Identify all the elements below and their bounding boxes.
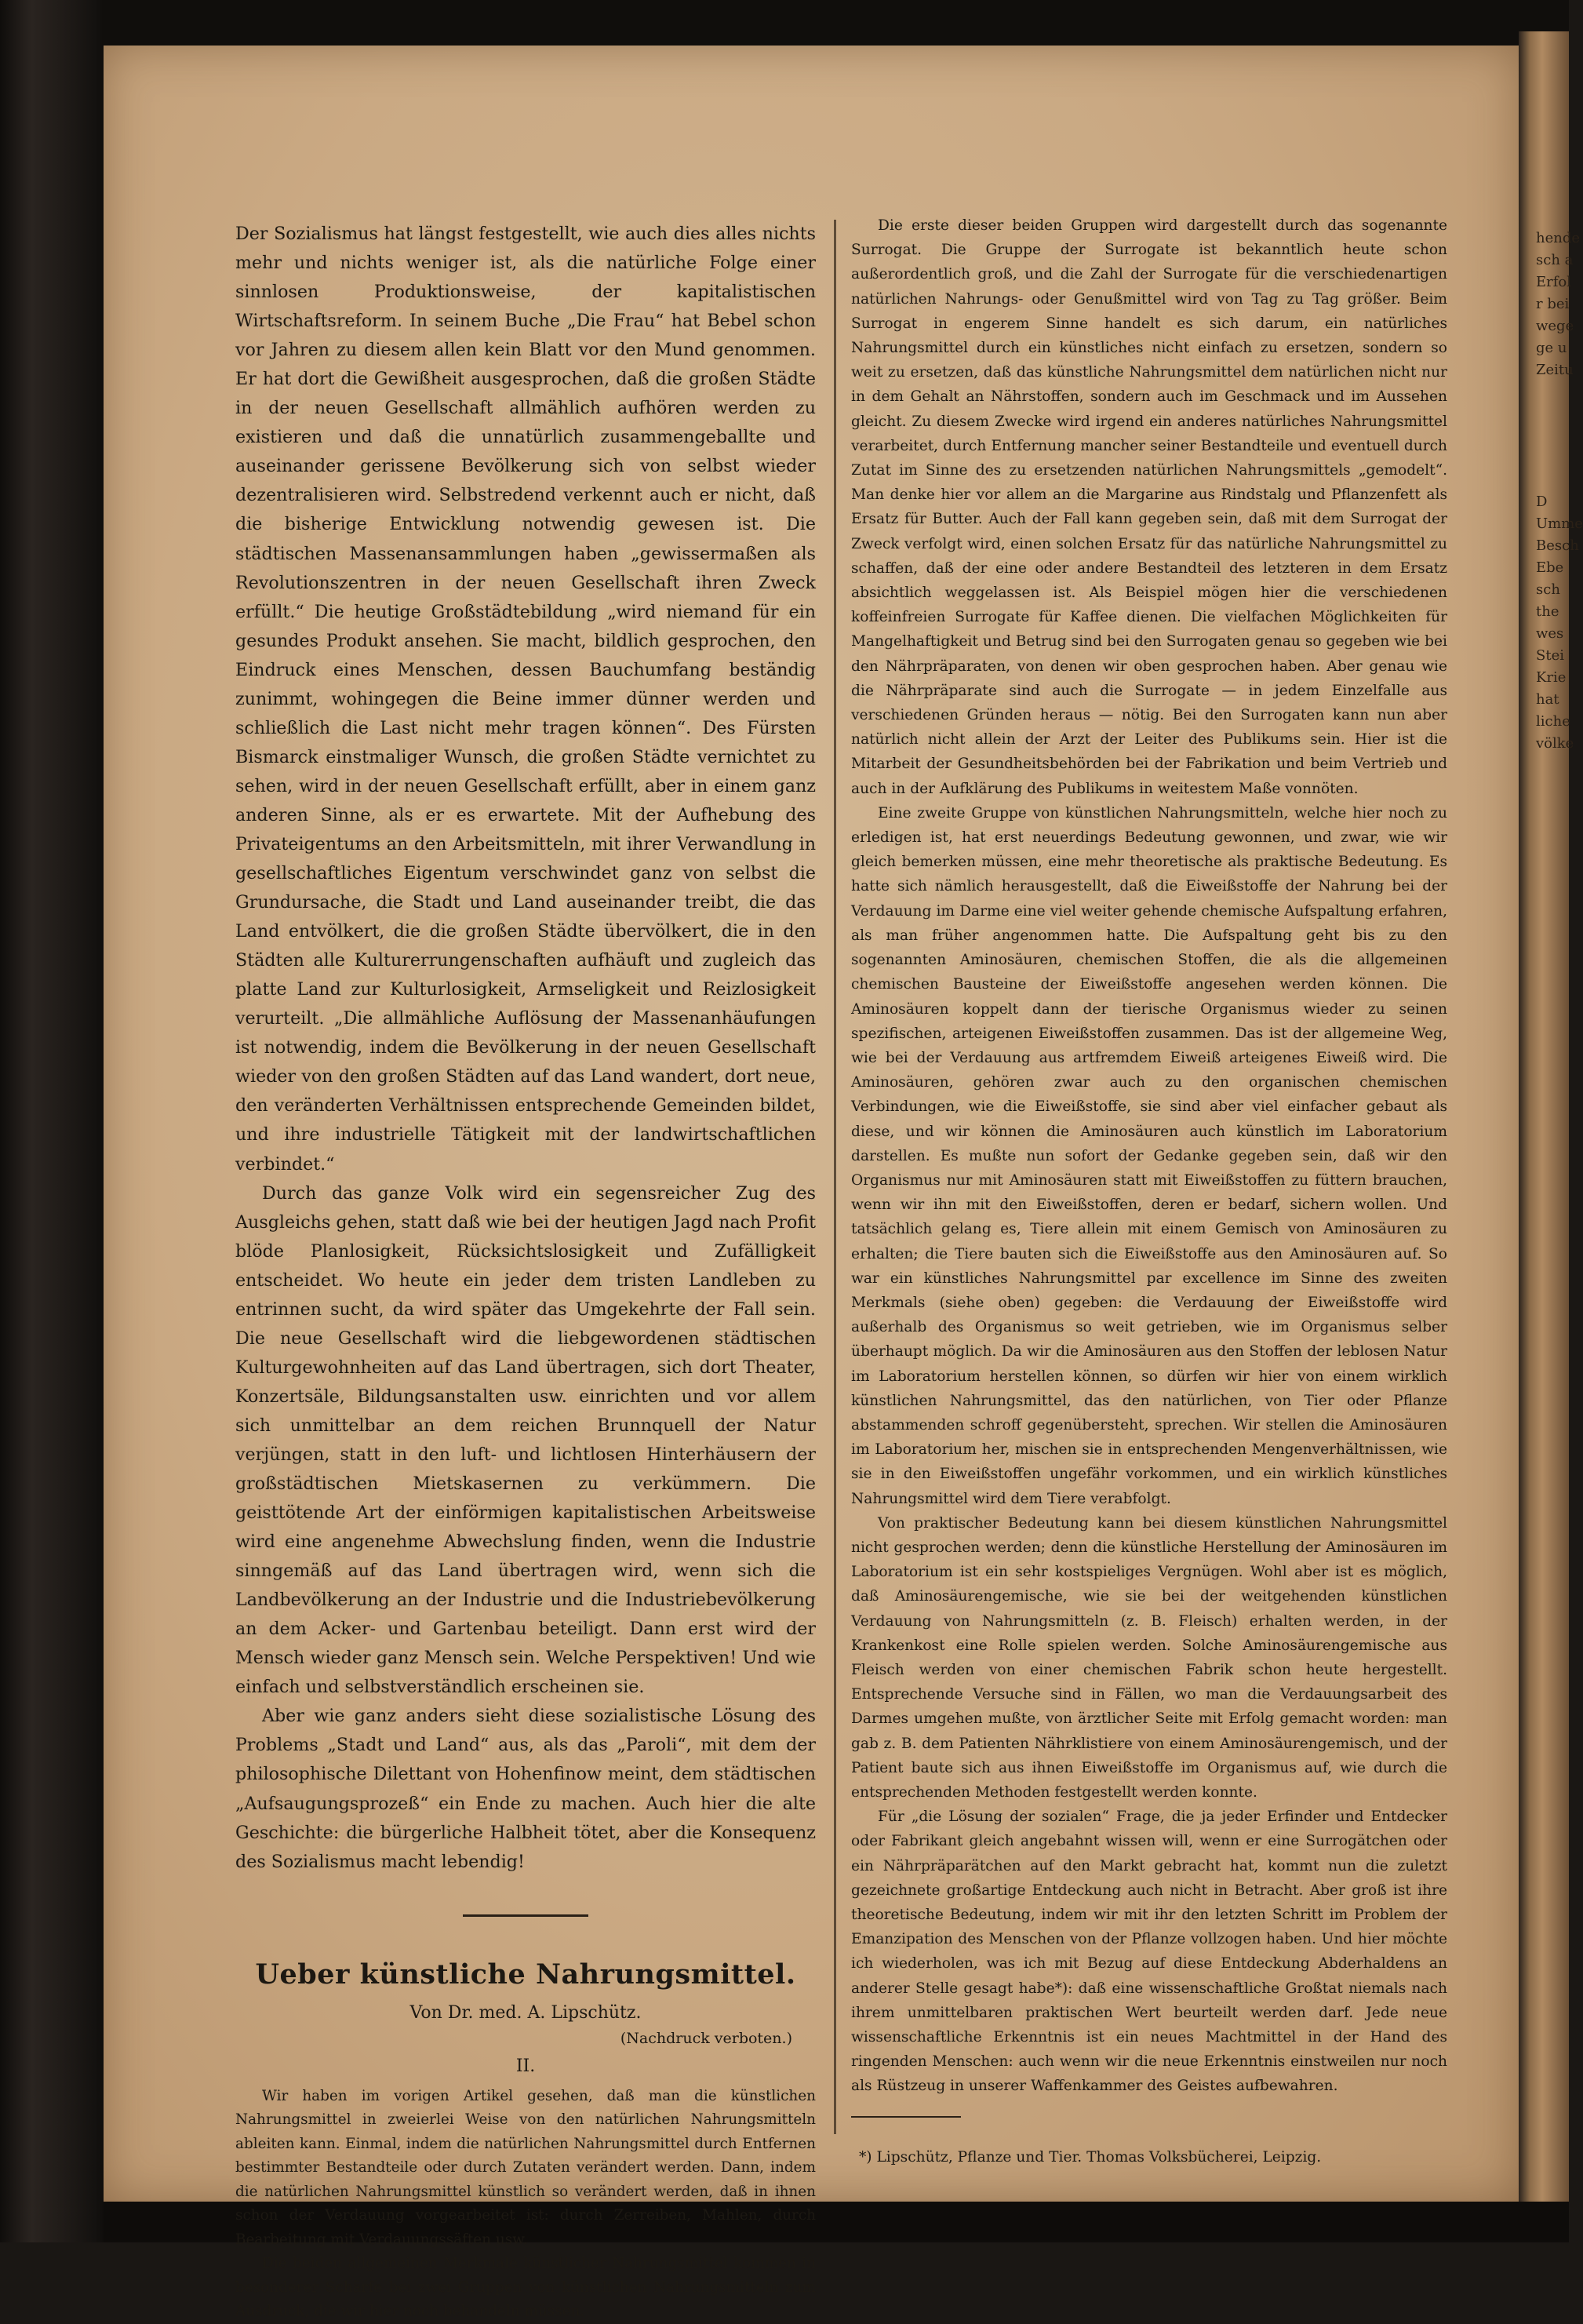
footnote-rule [851, 2116, 961, 2118]
left-column [235, 220, 816, 2324]
left-paragraph-3: Aber wie ganz anders sieht diese sozialistische Lösung des Problems „Stadt und Land“ aus, als das „Paroli“, mit dem der philosophische Dilettant von Hohenfinow meint, dem städtischen „Aufsaugungsprozeß“ ein Ende zu machen. Auch hier die alte Geschichte: die bürgerliche Halbheit tötet, aber die Konsequenz des Sozialismus macht lebendig! [235, 1706, 816, 1872]
footnote: *) Lipschütz, Pflanze und Tier. Thomas Volksbücherei, Leipzig. [859, 2148, 1322, 2166]
right-paragraph-4: Für „die Lösung der sozialen“ Frage, die ja jeder Erfinder und Entdecker oder Fabrikant gleich angebahnt wissen will, wenn er eine Surrogätchen oder ein Nährpräparätchen auf den Markt gebracht hat, kommt nun die zuletzt gezeichnete großartige Entdeckung auch nicht in Betracht. Aber groß ist ihre theoretische Bedeutung, indem wir mit ihr den letzten Schritt im Problem der Emanzipation des Menschen von der Pflanze vollzogen haben. Und hier möchte ich wiederholen, was ich mit Bezug auf diese Entdeckung Abderhaldens an anderer Stelle gesagt habe*): daß eine wissenschaftliche Großtat niemals nach ihrem unmittelbaren praktischen Wert beurteilt werden darf. Jede neue wissenschaftliche Erkenntnis ist ein neues Machtmittel in der Hand des ringenden Menschen: auch wenn wir die neue Erkenntnis einstweilen nur noch als Rüstzeug in unserer Waffenkammer des Geistes aufbewahren. [851, 1809, 1447, 2095]
article-byline: Von Dr. med. A. Lipschütz. [409, 2002, 642, 2023]
column-divider [834, 220, 836, 2134]
article-separator [463, 1914, 588, 1917]
article-body [235, 2085, 816, 2324]
next-page-edge [1519, 31, 1583, 2220]
article-paragraph-2: Die beiden allgemeinen Merkmale künstlicher Nahrungsmittel kommen in besonderer Schärfe bei zwei Gruppen von künstlichen Nahrungsmitteln zum Ausdruck, die wir hier noch behandeln müssen. [235, 2255, 816, 2320]
margin-fragments: hende sch a Erfol r bei wege ge u Zeitu D Umme Besch Ebe sch the wes Stei Krie hat liche völke [1536, 230, 1583, 752]
article-header [235, 1954, 816, 2080]
reprint-notice: (Nachdruck verboten.) [620, 2029, 792, 2047]
right-paragraph-3: Von praktischer Bedeutung kann bei diesem künstlichen Nahrungsmittel nicht gesprochen werden; denn die künstliche Herstellung der Aminosäuren im Laboratorium ist ein sehr kostspieliges Vergnügen. Wohl aber ist es möglich, daß Aminosäurengemische, wie sie bei der weitgehenden künstlichen Verdauung von Nahrungsmitteln (z. B. Fleisch) erhalten werden, in der Krankenkost eine Rolle spielen werden. Solche Aminosäurengemische aus Fleisch werden von einer chemischen Fabrik schon heute hergestellt. Entsprechende Versuche sind in Fällen, wo man die Verdauungsarbeit des Darmes umgehen mußte, von ärztlicher Seite mit Erfolg gemacht worden: man gab z. B. dem Patienten Nährklistiere von einem Aminosäurengemisch, und der Patient baute sich aus ihnen Eiweißstoffe im Organismus auf, wie durch die entsprechenden Methoden festgestellt werden konnte. [851, 1514, 1447, 1801]
article-part-number: II. [515, 2056, 536, 2076]
right-paragraph-1: Die erste dieser beiden Gruppen wird dargestellt durch das sogenannte Surrogat. Die Gruppe der Surrogate ist bekanntlich heute schon außerordentlich groß, und die Zahl der Surrogate für die verschiedenartigen natürlichen Nahrungs- oder Genußmittel wird von Tag zu Tag größer. Beim Surrogat in engerem Sinne handelt es sich darum, ein natürliches Nahrungsmittel durch ein künstliches nicht einfach zu ersetzen, sondern so weit zu ersetzen, daß das künstliche Nahrungsmittel dem natürlichen nicht nur in dem Gehalt an Nährstoffen, sondern auch im Geschmack und im Aussehen gleicht. Zu diesem Zwecke wird irgend ein anderes natürliches Nahrungsmittel verarbeitet, durch Entfernung mancher seiner Bestandteile und eventuell durch Zutat im Sinne des zu ersetzenden natürlichen Nahrungsmittels „gemodelt“. Man denke hier vor allem an die Margarine aus Rindstalg und Pflanzenfett als Ersatz für Butter. Auch der Fall kann gegeben sein, daß mit dem Surrogat der Zweck verfolgt wird, einen solchen Ersatz für das natürliche Nahrungsmittel zu schaffen, daß der eine oder andere Bestandteil des letzteren in dem Ersatz absichtlich weggelassen ist. Als Beispiel mögen hier die verschiedenen koffeinfreien Surrogate für Kaffee dienen. Die vielfachen Möglichkeiten für Mangelhaftigkeit und Betrug sind bei den Surrogaten genau so gegeben wie bei den Nährpräparaten, von denen wir oben gesprochen haben. Aber genau wie die Nährpräparate sind auch die Surrogate — in jedem Einzelfalle aus verschiedenen Gründen heraus — nötig. Bei den Surrogaten kann nun aber natürlich nicht allein der Arzt der Leiter des Publikums sein. Hier ist die Mitarbeit der Gesundheitsbehörden bei der Fabrikation und beim Vertrieb und auch in der Aufklärung des Publikums in weitestem Maße vonnöten. [851, 217, 1447, 797]
left-paragraph-2: Durch das ganze Volk wird ein segensreicher Zug des Ausgleichs gehen, statt daß wie bei der heutigen Jagd nach Profit blöde Planlosigkeit, Rücksichtslosigkeit und Zufälligkeit entscheidet. Wo heute ein jeder dem tristen Landleben zu entrinnen sucht, da wird später das Umgekehrte der Fall sein. Die neue Gesellschaft wird die liebgewordenen städtischen Kulturgewohnheiten auf das Land übertragen, sich dort Theater, Konzertsäle, Bildungsanstalten usw. einrichten und vor allem sich unmittelbar an dem reichen Brunnquell der Natur verjüngen, statt in den luft- und lichtlosen Hinterhäusern der großstädtischen Mietskasernen zu verkümmern. Die geisttötende Art der einförmigen kapitalistischen Arbeitsweise wird eine angenehme Abwechslung finden, wenn die Industrie sinngemäß auf das Land übertragen wird, wenn sich die Landbevölkerung an der Industrie und die Industriebevölkerung an dem Acker- und Gartenbau beteiligt. Dann erst wird der Mensch wieder ganz Mensch sein. Welche Perspektiven! Und wie einfach und selbstverständlich erscheinen sie. [235, 1182, 816, 1698]
article-title: Ueber künstliche Nahrungsmittel. [255, 1958, 796, 1991]
right-column [851, 213, 1447, 2169]
right-paragraph-2: Eine zweite Gruppe von künstlichen Nahrungsmitteln, welche hier noch zu erledigen ist, hat erst neuerdings Bedeutung gewonnen, und zwar, wie wir gleich bemerken müssen, eine mehr theoretische als praktische Bedeutung. Es hatte sich nämlich herausgestellt, daß die Eiweißstoffe der Nahrung bei der Verdauung im Darme eine viel weiter gehende chemische Aufspaltung erfahren, als man früher angenommen hatte. Die Aufspaltung geht bis zu den sogenannten Aminosäuren, chemischen Stoffen, die als die allgemeinen chemischen Bausteine der Eiweißstoffe angesehen werden können. Die Aminosäuren koppelt dann der tierische Organismus wieder zu seinen spezifischen, arteigenen Eiweißstoffen zusammen. Das ist der allgemeine Weg, wie bei der Verdauung aus artfremdem Eiweiß arteigenes Eiweiß wird. Die Aminosäuren, gehören zwar auch zu den organischen chemischen Verbindungen, wie die Eiweißstoffe, sie sind aber viel einfacher gebaut als diese, und wir können die Aminosäuren auch künstlich im Laboratorium darstellen. Es mußte nun sofort der Gedanke gegeben sein, daß wir den Organismus nur mit Aminosäuren statt mit Eiweißstoffen zu füttern brauchen, wenn wir ihn mit den Eiweißstoffen, deren er bedarf, sichern wollen. Und tatsächlich gelang es, Tiere allein mit einem Gemisch von Aminosäuren zu erhalten; die Tiere bauten sich die Eiweißstoffe aus den Aminosäuren auf. So war ein künstliches Nahrungsmittel par excellence im Sinne des zweiten Merkmals (siehe oben) gegeben: die Verdauung der Eiweißstoffe wird außerhalb des Organismus so weit getrieben, wie im Organismus selber überhaupt möglich. Da wir die Aminosäuren aus den Stoffen der leblosen Natur im Laboratorium herstellen können, so dürfen wir hier von einem wirklich künstlichen Nahrungsmittel, das den natürlichen, von Tier oder Pflanze abstammenden schroff gegenübersteht, sprechen. Wir stellen die Aminosäuren im Laboratorium her, mischen sie in entsprechenden Mengenverhältnissen, wie sie in den Eiweißstoffen ungefähr vorkommen, und ein wirklich künstliches Nahrungsmittel wird dem Tiere verabfolgt. [851, 804, 1447, 1507]
left-paragraph-1: Der Sozialismus hat längst festgestellt, wie auch dies alles nichts mehr und nichts weniger ist, als die natürliche Folge einer sinnlosen Produktionsweise, der kapitalistischen Wirtschaftsreform. In seinem Buche „Die Frau“ hat Bebel schon vor Jahren zu diesem allen kein Blatt vor den Mund genommen. Er hat dort die Gewißheit ausgesprochen, daß die großen Städte in der neuen Gesellschaft allmählich aufhören werden zu existieren und daß die unnatürlich zusammengeballte und auseinander gerissene Bevölkerung sich von selbst wieder dezentralisieren wird. Selbstredend verkennt auch er nicht, daß die bisherige Entwicklung notwendig gewesen ist. Die städtischen Massenansammlungen haben „gewissermaßen als Revolutionszentren in der neuen Gesellschaft ihren Zweck erfüllt.“ Die heutige Großstädtebildung „wird niemand für ein gesundes Produkt ansehen. Sie macht, bildlich gesprochen, den Eindruck eines Menschen, dessen Bauchumfang beständig zunimmt, wohingegen die Beine immer dünner werden und schließlich die Last nicht mehr tragen können“. Des Fürsten Bismarck einstmaliger Wunsch, die großen Städte vernichtet zu sehen, wird in der neuen Gesellschaft erfüllt, aber in einem ganz anderen Sinne, als er es erwartete. Mit der Aufhebung des Privateigentums an den Arbeitsmitteln, mit ihrer Verwandlung in gesellschaftliches Eigentum verschwindet ganz von selbst die Grundursache, die Stadt und Land auseinander treibt, die das Land entvölkert, die die großen Städte übervölkert, die in den Städten alle Kulturerrungenschaften aufhäuft und zugleich das platte Land zur Kulturlosigkeit, Armseligkeit und Reizlosigkeit verurteilt. „Die allmähliche Auflösung der Massenanhäufungen ist notwendig, indem die Bevölkerung in der neuen Gesellschaft wieder von den großen Städten auf das Land wandert, dort neue, den veränderten Verhältnissen entsprechende Gemeinden bildet, und ihre industrielle Tätigkeit mit der landwirtschaftlichen verbindet.“ [235, 224, 816, 1175]
article-paragraph-1: Wir haben im vorigen Artikel gesehen, daß man die künstlichen Nahrungsmittel in zweierlei Weise von den natürlichen Nahrungsmitteln ableiten kann. Einmal, indem die natürlichen Nahrungsmittel durch Entfernen bestimmter Bestandteile oder durch Zutaten verändert werden. Dann, indem die natürlichen Nahrungsmittel künstlich so verändert werden, daß in ihnen schon der Verdauung vorgearbeitet ist: durch Zerreiben, Mahlen, durch Bearbeitung mit Verdauungssäften usw. [235, 2087, 816, 2248]
